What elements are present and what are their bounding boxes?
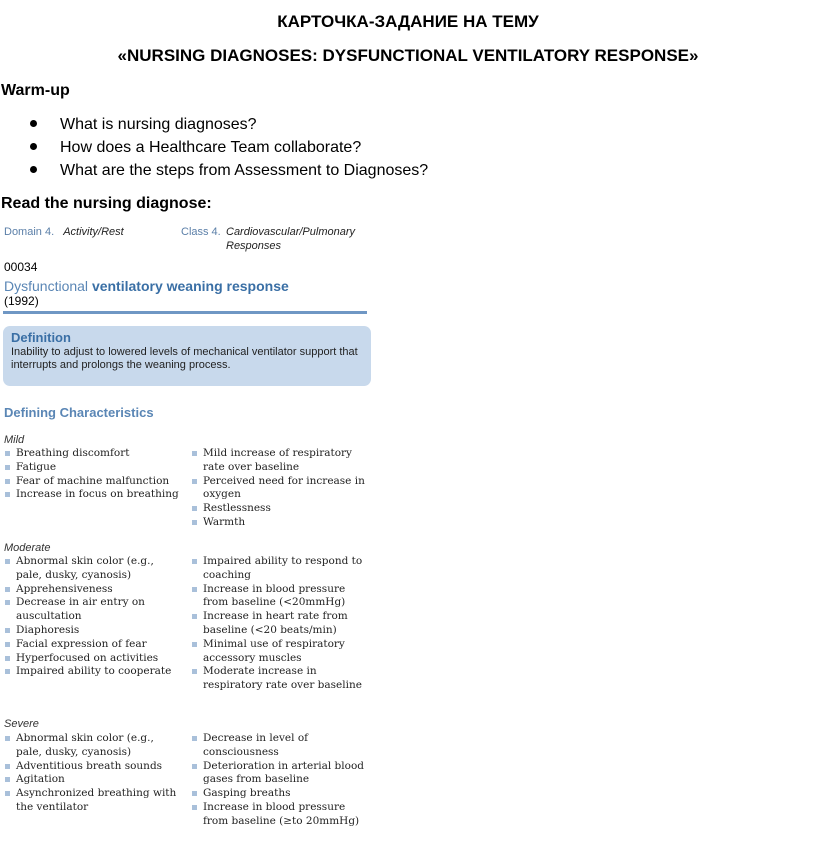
- characteristic-item: Impaired ability to cooperate: [4, 665, 179, 679]
- warmup-question: What is nursing diagnoses?: [30, 115, 428, 138]
- mild-right-list: [191, 447, 371, 530]
- square-bullet-icon: [5, 656, 10, 661]
- square-bullet-icon: [192, 506, 197, 511]
- warmup-question: What are the steps from Assessment to Diagnoses?: [30, 161, 428, 184]
- square-bullet-icon: [192, 559, 197, 564]
- square-bullet-icon: [192, 520, 197, 525]
- characteristic-item: Apprehensiveness: [4, 583, 179, 597]
- square-bullet-icon: [192, 764, 197, 769]
- characteristic-item: Diaphoresis: [4, 624, 179, 638]
- square-bullet-icon: [5, 764, 10, 769]
- square-bullet-icon: [192, 451, 197, 456]
- characteristic-item: Asynchronized breathing with the ventilator: [4, 787, 179, 815]
- class-label: Class 4.: [181, 226, 221, 238]
- square-bullet-icon: [5, 642, 10, 647]
- title-divider: [3, 311, 367, 314]
- square-bullet-icon: [192, 642, 197, 647]
- characteristic-item: Deterioration in arterial blood gases from baseline: [191, 760, 371, 788]
- severe-right-list: [191, 732, 371, 829]
- square-bullet-icon: [5, 669, 10, 674]
- square-bullet-icon: [192, 669, 197, 674]
- card-title-line-1: КАРТОЧКА-ЗАДАНИЕ НА ТЕМУ: [277, 12, 539, 31]
- characteristic-item: Increase in blood pressure from baseline (≥to 20mmHg): [191, 801, 371, 829]
- characteristic-item: Minimal use of respiratory accessory muscles: [191, 638, 371, 666]
- bullet-icon: [30, 143, 37, 150]
- square-bullet-icon: [5, 791, 10, 796]
- domain-name: Activity/Rest: [63, 226, 124, 238]
- square-bullet-icon: [5, 451, 10, 456]
- characteristic-item: Warmth: [191, 516, 371, 530]
- definition-heading: Definition: [11, 330, 71, 345]
- characteristic-item: Decrease in air entry on auscultation: [4, 596, 179, 624]
- square-bullet-icon: [5, 559, 10, 564]
- domain-row: [4, 225, 124, 239]
- square-bullet-icon: [5, 479, 10, 484]
- characteristics-heading: Defining Characteristics: [4, 405, 154, 420]
- class-row: [181, 225, 221, 239]
- characteristic-item: Fatigue: [4, 461, 179, 475]
- diagnosis-year: (1992): [4, 294, 39, 308]
- square-bullet-icon: [192, 614, 197, 619]
- characteristic-item: Adventitious breath sounds: [4, 760, 179, 774]
- characteristic-item: Increase in heart rate from baseline (<20 beats/min): [191, 610, 371, 638]
- moderate-left-list: [4, 555, 179, 679]
- characteristic-item: Increase in blood pressure from baseline (<20mmHg): [191, 583, 371, 611]
- characteristic-item: Agitation: [4, 773, 179, 787]
- square-bullet-icon: [5, 465, 10, 470]
- characteristic-item: Moderate increase in respiratory rate over baseline: [191, 665, 371, 693]
- square-bullet-icon: [5, 492, 10, 497]
- card-title-line-2: «NURSING DIAGNOSES: DYSFUNCTIONAL VENTILATORY RESPONSE»: [117, 46, 699, 65]
- mild-label: Mild: [4, 434, 25, 446]
- mild-left-list: [4, 447, 179, 502]
- read-heading: Read the nursing diagnose:: [1, 195, 212, 212]
- square-bullet-icon: [5, 628, 10, 633]
- square-bullet-icon: [192, 805, 197, 810]
- diagnosis-code: 00034: [4, 260, 38, 274]
- characteristic-item: Facial expression of fear: [4, 638, 179, 652]
- nanda-excerpt: [0, 220, 380, 840]
- moderate-label: Moderate: [4, 542, 51, 554]
- characteristic-item: Impaired ability to respond to coaching: [191, 555, 371, 583]
- warmup-questions: [30, 115, 428, 184]
- severe-label: Severe: [4, 718, 39, 730]
- square-bullet-icon: [192, 587, 197, 592]
- characteristic-item: Restlessness: [191, 502, 371, 516]
- characteristic-item: Abnormal skin color (e.g., pale, dusky, cyanosis): [4, 555, 179, 583]
- diagnosis-title: Dysfunctional ventilatory weaning response: [4, 278, 289, 294]
- characteristic-item: Abnormal skin color (e.g., pale, dusky, cyanosis): [4, 732, 179, 760]
- warmup-heading: Warm-up: [1, 82, 70, 99]
- square-bullet-icon: [5, 600, 10, 605]
- characteristic-item: Hyperfocused on activities: [4, 652, 179, 666]
- characteristic-item: Gasping breaths: [191, 787, 371, 801]
- square-bullet-icon: [192, 479, 197, 484]
- square-bullet-icon: [5, 587, 10, 592]
- domain-label: Domain 4.: [4, 226, 55, 238]
- class-name: Cardiovascular/Pulmonary Responses: [226, 226, 355, 252]
- square-bullet-icon: [5, 777, 10, 782]
- severe-left-list: [4, 732, 179, 815]
- bullet-icon: [30, 166, 37, 173]
- warmup-question: How does a Healthcare Team collaborate?: [30, 138, 428, 161]
- characteristic-item: Fear of machine malfunction: [4, 475, 179, 489]
- characteristic-item: Increase in focus on breathing: [4, 488, 179, 502]
- characteristic-item: Breathing discomfort: [4, 447, 179, 461]
- square-bullet-icon: [192, 791, 197, 796]
- characteristic-item: Perceived need for increase in oxygen: [191, 475, 371, 503]
- square-bullet-icon: [5, 736, 10, 741]
- characteristic-item: Mild increase of respiratory rate over baseline: [191, 447, 371, 475]
- moderate-right-list: [191, 555, 371, 693]
- bullet-icon: [30, 120, 37, 127]
- definition-box: [3, 326, 371, 386]
- characteristic-item: Decrease in level of consciousness: [191, 732, 371, 760]
- square-bullet-icon: [192, 736, 197, 741]
- definition-text: Inability to adjust to lowered levels of mechanical ventilator support that interrupts and prolongs the weaning process.: [11, 346, 358, 371]
